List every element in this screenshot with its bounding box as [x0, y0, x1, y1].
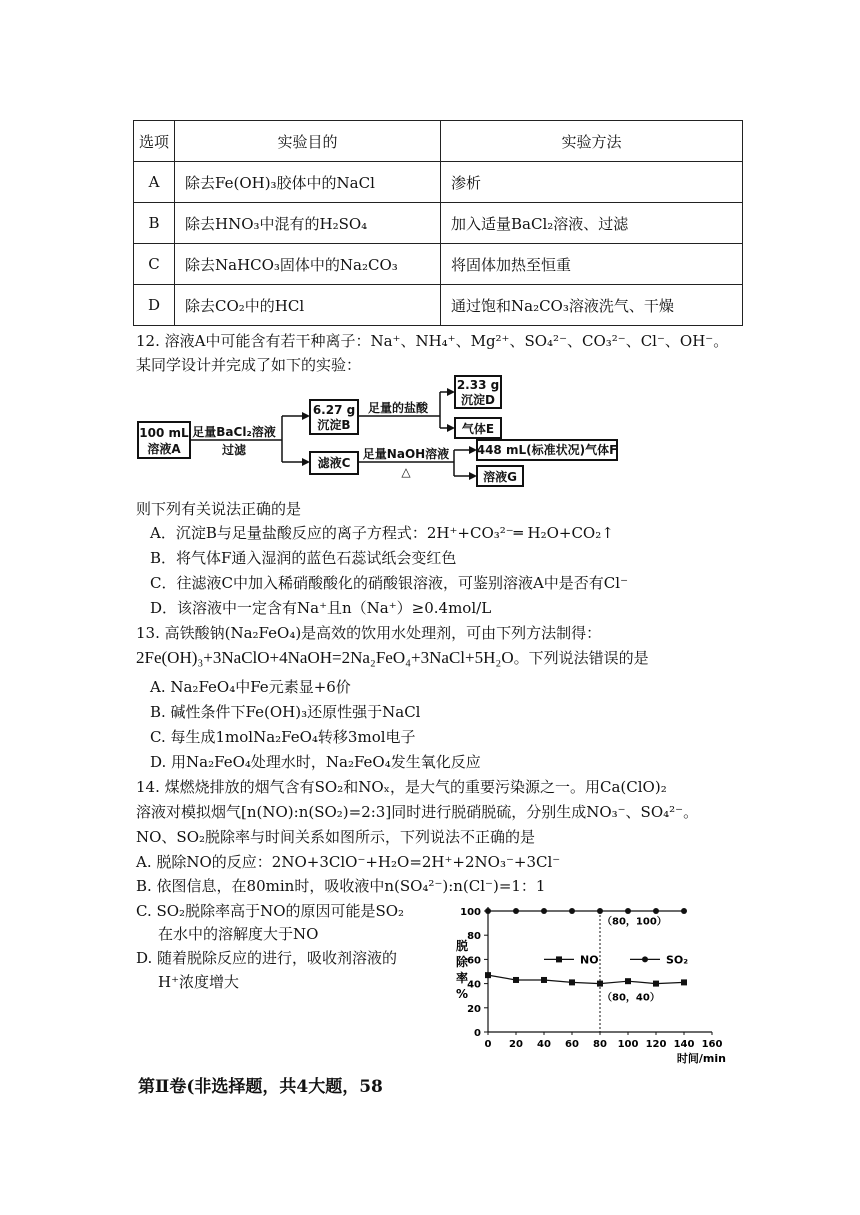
row-purpose: 除去CO₂中的HCl [175, 285, 441, 326]
row-method: 渗析 [441, 162, 743, 203]
so2-point [569, 908, 575, 914]
x-tick-label: 40 [537, 1039, 551, 1050]
step3-top-label: 足量NaOH溶液 [362, 447, 450, 461]
y-tick-label: 80 [467, 931, 481, 943]
row-purpose: 除去NaHCO₃固体中的Na₂CO₃ [175, 244, 441, 285]
box-g: 溶液G [483, 470, 517, 484]
legend-no-marker [556, 956, 562, 962]
legend-no-label: NO [580, 953, 599, 967]
q12-flow-diagram [134, 372, 634, 490]
q12-option-a: A．沉淀B与足量盐酸反应的离子方程式：2H⁺+CO₃²⁻═ H₂O+CO₂↑ [150, 524, 614, 542]
ylabel-char-4: % [455, 987, 469, 1001]
y-tick-label: 60 [467, 955, 481, 967]
x-tick-label: 20 [509, 1039, 523, 1050]
no-point [513, 977, 519, 983]
table-row [134, 244, 743, 285]
box-d-line1: 2.33 g [456, 378, 500, 392]
legend-so2-marker [642, 956, 648, 962]
x-tick-label: 0 [484, 1039, 492, 1050]
q13-option-c: C. 每生成1molNa₂FeO₄转移3mol电子 [150, 728, 416, 746]
no-point [485, 972, 491, 978]
section-title: 第Ⅱ卷(非选择题，共4大题，58 [138, 1077, 383, 1097]
x-tick-label: 60 [565, 1039, 579, 1050]
q13-option-d: D. 用Na₂FeO₄处理水时，Na₂FeO₄发生氧化反应 [150, 753, 481, 771]
row-option: C [134, 244, 175, 285]
q14-option-d-line2: H⁺浓度增大 [158, 973, 239, 991]
no-point [625, 978, 631, 984]
experiment-table [133, 120, 743, 326]
q14-option-b: B. 依图信息，在80min时，吸收液中n(SO₄²⁻):n(Cl⁻)=1：1 [136, 877, 546, 895]
box-d-line2: 沉淀D [461, 393, 495, 407]
box-e: 气体E [461, 422, 495, 436]
so2-point [653, 908, 659, 914]
step1-bottom-label: 过滤 [221, 443, 247, 457]
table-row [134, 285, 743, 326]
q12-question: 则下列有关说法正确的是 [136, 500, 302, 518]
row-method: 加入适量BaCl₂溶液、过滤 [441, 203, 743, 244]
row-option: B [134, 203, 175, 244]
box-f: 448 mL(标准状况)气体F [476, 443, 618, 457]
no-point [653, 981, 659, 987]
legend-so2-label: SO₂ [666, 953, 689, 967]
q14-option-d-line1: D. 随着脱除反应的进行，吸收剂溶液的 [136, 949, 398, 967]
so2-point [597, 908, 603, 914]
q13-equation-line [136, 647, 649, 668]
row-purpose: 除去HNO₃中混有的H₂SO₄ [175, 203, 441, 244]
y-tick-label: 40 [467, 979, 481, 991]
box-b-line2: 沉淀B [317, 418, 351, 432]
no-point [569, 979, 575, 985]
header-option: 选项 [134, 121, 175, 162]
annotation-80-40: （80，40） [602, 992, 660, 1004]
x-tick-label: 120 [645, 1039, 667, 1050]
row-option: D [134, 285, 175, 326]
table-row [134, 203, 743, 244]
q12-option-d: D．该溶液中一定含有Na⁺且n（Na⁺）≥0.4mol/L [150, 599, 492, 617]
annotation-80-100: （80，100） [602, 916, 667, 928]
y-tick-label: 20 [467, 1003, 481, 1015]
table-header-row [134, 121, 743, 162]
q13-equation-tail: 。下列说法错误的是 [513, 649, 649, 667]
q13-equation: 2Fe(OH)₃+3NaClO+4NaOH=2Na₂FeO₄+3NaCl+5H₂O [136, 648, 514, 667]
y-tick-label: 0 [474, 1028, 481, 1039]
row-method: 将固体加热至恒重 [441, 244, 743, 285]
x-tick-label: 160 [701, 1039, 723, 1050]
box-c: 滤液C [317, 456, 351, 470]
no-point [597, 981, 603, 987]
x-tick-label: 100 [617, 1039, 639, 1050]
ylabel-char-3: 率 [455, 971, 469, 985]
so2-point [625, 908, 631, 914]
header-purpose: 实验目的 [175, 121, 441, 162]
box-b-line1: 6.27 g [312, 403, 356, 417]
q14-stem-line2: 溶液对模拟烟气[n(NO):n(SO₂)=2:3]同时进行脱硝脱硫，分别生成NO₃⁻、SO₄²⁻。 [136, 803, 699, 821]
y-tick-label: 100 [460, 907, 481, 918]
box-a-line2: 溶液A [147, 442, 181, 456]
step3-bottom-label: △ [401, 465, 411, 479]
so2-point [485, 908, 491, 914]
q13-stem: 13. 高铁酸钠(Na₂FeO₄)是高效的饮用水处理剂，可由下列方法制得： [136, 624, 602, 642]
q13-option-a: A. Na₂FeO₄中Fe元素显+6价 [150, 678, 351, 696]
row-method: 通过饱和Na₂CO₃溶液洗气、干燥 [441, 285, 743, 326]
q12-option-c: C．往滤液C中加入稀硝酸酸化的硝酸银溶液，可鉴别溶液A中是否有Cl⁻ [150, 574, 628, 592]
x-tick-label: 140 [673, 1039, 695, 1050]
ylabel-char-1: 脱 [455, 939, 469, 953]
so2-point [681, 908, 687, 914]
no-point [541, 977, 547, 983]
removal-rate-chart [448, 896, 738, 1076]
q14-stem-line3: NO、SO₂脱除率与时间关系如图所示，下列说法不正确的是 [136, 828, 536, 846]
step2-label: 足量的盐酸 [367, 401, 429, 415]
so2-point [513, 908, 519, 914]
q14-option-c-line2: 在水中的溶解度大于NO [158, 925, 319, 943]
step1-top-label: 足量BaCl₂溶液 [192, 425, 276, 439]
so2-point [541, 908, 547, 914]
row-purpose: 除去Fe(OH)₃胶体中的NaCl [175, 162, 441, 203]
table-row [134, 162, 743, 203]
q14-stem-line1: 14. 煤燃烧排放的烟气含有SO₂和NOₓ，是大气的重要污染源之一。用Ca(ClO)₂ [136, 778, 667, 796]
row-option: A [134, 162, 175, 203]
x-axis-label: 时间/min [676, 1052, 726, 1065]
header-method: 实验方法 [441, 121, 743, 162]
q12-stem-line2: 某同学设计并完成了如下的实验： [136, 356, 362, 374]
q12-option-b: B．将气体F通入湿润的蓝色石蕊试纸会变红色 [150, 549, 457, 567]
q12-stem-line1: 12. 溶液A中可能含有若干种离子：Na⁺、NH₄⁺、Mg²⁺、SO₄²⁻、CO₃²⁻、Cl⁻、OH⁻。 [136, 332, 729, 350]
no-point [681, 979, 687, 985]
ylabel-char-2: 除 [455, 955, 469, 969]
x-tick-label: 80 [593, 1039, 607, 1050]
q14-option-a: A. 脱除NO的反应：2NO+3ClO⁻+H₂O=2H⁺+2NO₃⁻+3Cl⁻ [136, 853, 561, 871]
box-a-line1: 100 mL [139, 426, 189, 440]
q14-option-c-line1: C. SO₂脱除率高于NO的原因可能是SO₂ [136, 902, 405, 920]
q13-option-b: B. 碱性条件下Fe(OH)₃还原性强于NaCl [150, 703, 421, 721]
